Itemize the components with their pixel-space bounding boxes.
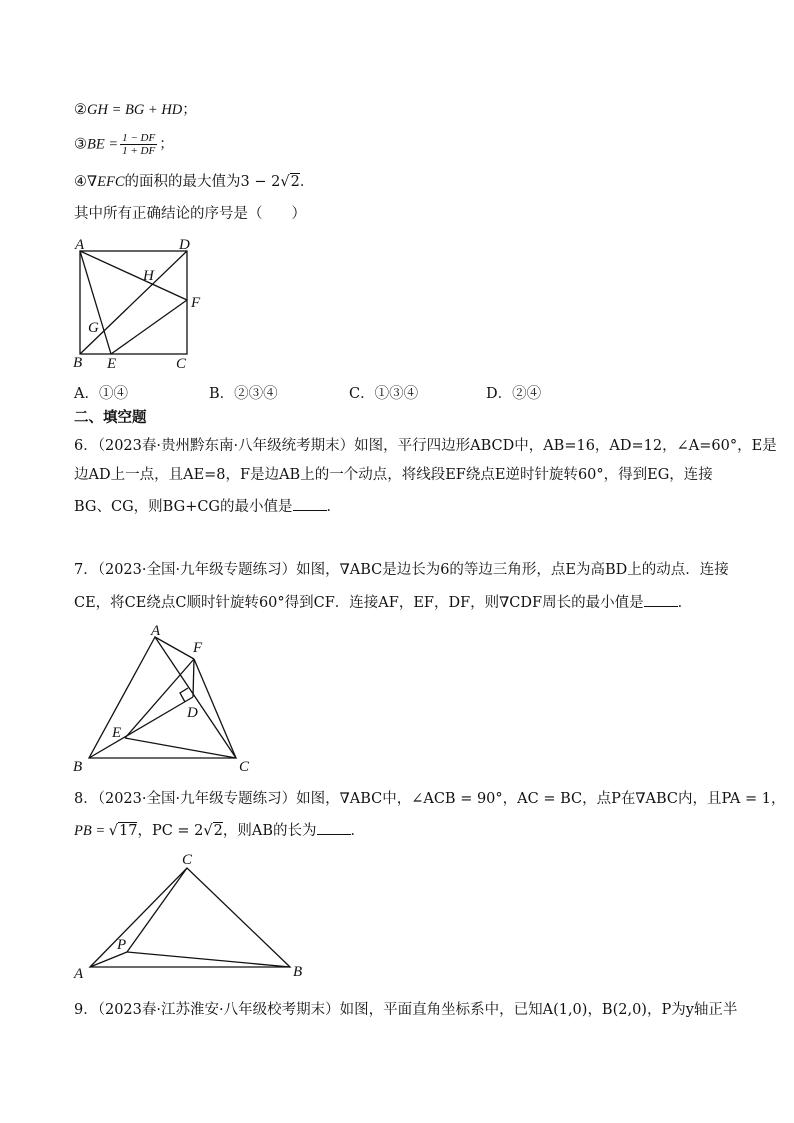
label2-c: C [239,759,250,775]
q7-period: ． [677,595,693,611]
label-d: D [179,237,190,253]
q8-line2 [74,820,365,841]
q7-answer-blank[interactable] [644,592,678,607]
label3-p: P [117,937,127,953]
statement-4-value: 3 − 2 [240,174,281,190]
section-heading: 二、填空题 [74,409,147,426]
sqrt-sign-2: √ [203,823,213,839]
marker-3: ③ [74,136,87,153]
label2-d: D [187,705,198,721]
sqrt-radicand: 2 [290,174,300,190]
q8-tail: ，则AB的长为 [222,823,317,839]
q6-line1: 6．（2023春·贵州黔东南·八年级统考期末）如图，平行四边形ABCD中，AB=16，AD=12，∠A=60°，E是 [74,438,777,454]
fraction-numerator: 1 − DF [122,132,156,144]
height-bd [89,697,193,758]
label-e: E [107,356,117,372]
label-c: C [176,356,187,372]
q8-pb-radicand: 17 [119,823,138,839]
q6-line3-text: BG、CG，则BG+CG的最小值是 [74,499,293,515]
segment-ef [111,300,187,354]
statement-4-end: ． [299,174,315,190]
q8-period: ． [350,823,366,839]
q9-line1: 9．（2023春·江苏淮安·八年级校考期末）如图，平面直角坐标系中，已知A(1,0)，B(2,0)，P为y轴正半 [74,1002,738,1018]
q7-line1: 7．（2023·全国·九年级专题练习）如图，∇ABC是边长为6的等边三角形，点E为高BD上的动点．连接 [74,562,729,578]
segment-af [80,251,187,300]
statement-4-text: 的面积的最大值为 [124,174,241,190]
label-a: A [75,237,85,253]
sqrt-sign: √ [280,174,290,190]
segment-af-2 [155,637,194,659]
label2-b: B [73,759,83,775]
segment-ec [125,738,236,758]
q6-line3 [74,496,341,517]
q6-line2: 边AD上一点，且AE=8，F是边AB上的一个动点，将线段EF绕点E逆时针旋转60°，得到EG，连接 [74,467,713,483]
label-g: G [88,320,99,336]
choice-d[interactable]: D．②④ [486,386,542,402]
fraction-denominator: 1 + DF [122,145,156,157]
statement-2-expr: GH = BG + HD [87,102,183,118]
sqrt-sign-17: √ [108,823,118,839]
statement-2-end: ； [182,102,197,118]
label3-a: A [74,966,84,982]
label3-b: B [293,964,303,980]
choice-b[interactable]: B．②③④ [209,386,278,402]
segment-pa [90,952,127,967]
triangle-efc: ∇EFC [87,174,125,190]
marker-2: ② [74,102,87,118]
q7-line2-text: CE，将CE绕点C顺时针旋转60°得到CF．连接AF，EF，DF，则∇CDF周长的最小值是 [74,595,644,611]
label-f: F [191,295,201,311]
q6-answer-blank[interactable] [293,496,327,511]
segment-pb [127,952,290,967]
choice-c[interactable]: C．①③④ [349,386,419,402]
q8-line1: 8．（2023·全国·九年级专题练习）如图，∇ABC中，∠ACB = 90°，AC = BC，点P在∇ABC内，且PA = 1， [74,791,786,807]
q7-line2 [74,592,692,613]
q8-pc-radicand: 2 [213,823,223,839]
marker-4: ④ [74,174,87,190]
question-prompt: 其中所有正确结论的序号是（ ） [74,206,306,222]
q8-pb: PB = [74,823,109,839]
label2-f: F [193,640,203,656]
statement-3-lhs: BE = [87,136,119,153]
q8-answer-blank[interactable] [317,820,351,835]
segment-fd [193,659,194,697]
label2-e: E [112,725,122,741]
label-b: B [73,355,83,371]
label3-c: C [182,852,193,868]
segment-fc [194,659,236,758]
choice-a[interactable]: A．①④ [74,386,128,402]
label-h: H [143,268,154,284]
statement-3-end: ； [159,136,174,153]
label2-a: A [151,623,161,639]
segment-pc [127,868,187,952]
q6-period: ． [326,499,342,515]
q8-pc: ，PC = 2 [137,823,204,839]
